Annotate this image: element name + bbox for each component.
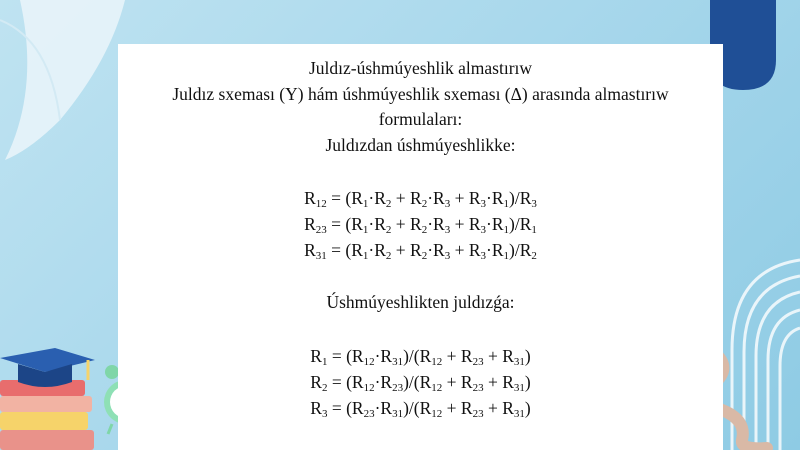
graduation-cap-icon (0, 340, 100, 400)
intro-text-line2: formulaları: (378, 109, 463, 129)
formula-r3: $R_3 = (R_{23}\cdot R_{31})/(R_{12} + R_{23} + R_{31})$ (310, 398, 531, 420)
formula-r31: $R_{31} = (R_1\cdot R_2 + R_2\cdot R_3 + R_3\cdot R_1)/R_2$ (304, 240, 537, 262)
formula-r23: $R_{23} = (R_1\cdot R_2 + R_2\cdot R_3 + R_3\cdot R_1)/R_1$ (304, 214, 537, 236)
section-heading-delta-to-star: Úshmúyeshlikten juldızǵa: (326, 292, 515, 312)
content-card (118, 44, 723, 450)
formula-r12: $R_{12} = (R_1\cdot R_2 + R_2\cdot R_3 + R_3\cdot R_1)/R_3$ (304, 188, 537, 210)
section-heading-star-to-delta: Juldızdan úshmúyeshlikke: (325, 135, 516, 155)
intro-text-line1: Juldız sxeması (Y) hám úshmúyeshlik sxeması (Δ) arasında almastırıw (172, 84, 669, 104)
formula-r2: $R_2 = (R_{12}\cdot R_{23})/(R_{12} + R_{23} + R_{31})$ (310, 372, 531, 394)
formula-r1: $R_1 = (R_{12}\cdot R_{31})/(R_{12} + R_{23} + R_{31})$ (310, 346, 531, 368)
slide-title: Juldız-úshmúyeshlik almastırıw (308, 58, 533, 78)
